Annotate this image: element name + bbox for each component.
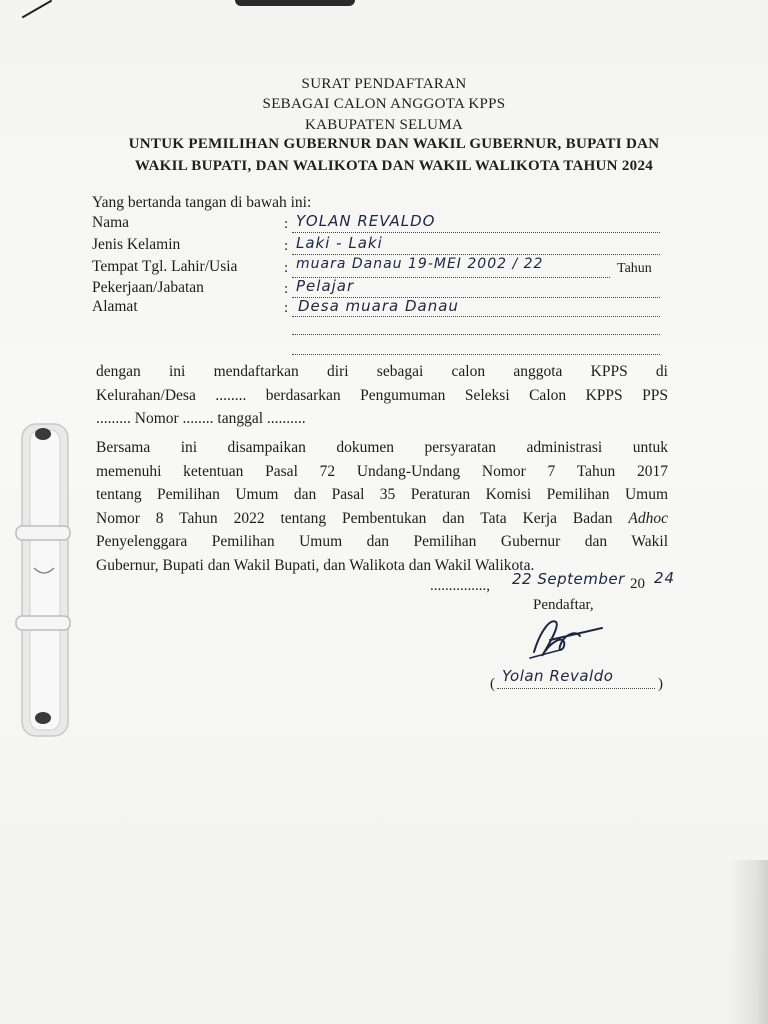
field-value-nama: YOLAN REVALDO xyxy=(296,212,436,230)
field-label-alamat: Alamat xyxy=(92,298,138,315)
colon: : xyxy=(284,281,289,297)
field-label-tempat-tgl-lahir: Tempat Tgl. Lahir/Usia xyxy=(92,258,238,275)
field-value-jenis-kelamin: Laki - Laki xyxy=(296,234,383,252)
title-line-2: SEBAGAI CALON ANGGOTA KPPS xyxy=(262,96,506,112)
colon: : xyxy=(284,238,289,254)
dotted-line xyxy=(292,334,660,335)
tahun-suffix: Tahun xyxy=(617,261,652,276)
field-value-tempat-tgl-lahir: muara Danau 19-MEI 2002 / 22 xyxy=(296,256,544,272)
name-paren-close: ) xyxy=(658,676,663,692)
paragraph-line: Penyelenggara Pemilihan Umum dan Pemilihan Gubernur dan Wakil xyxy=(96,533,668,550)
year-printed: 20 xyxy=(630,576,645,592)
title-line-4: UNTUK PEMILIHAN GUBERNUR DAN WAKIL GUBERNUR, BUPATI DAN xyxy=(128,136,660,152)
colon: : xyxy=(284,216,289,232)
dotted-line xyxy=(292,316,660,317)
field-label-jenis-kelamin: Jenis Kelamin xyxy=(92,236,181,253)
paragraph-line: tentang Pemilihan Umum dan Pasal 35 Peraturan Komisi Pemilihan Umum xyxy=(96,486,668,503)
signature-mark-icon xyxy=(520,612,612,664)
dotted-line xyxy=(292,354,660,355)
paragraph-line: memenuhi ketentuan Pasal 72 Undang-Undang Nomor 7 Tahun 2017 xyxy=(96,462,668,480)
paragraph-line: ......... Nomor ........ tanggal .......... xyxy=(96,410,306,427)
paragraph-documents xyxy=(96,436,668,577)
paragraph-line: Bersama ini disampaikan dokumen persyaratan administrasi untuk xyxy=(96,439,668,456)
date-handwritten: 22 September xyxy=(512,570,625,588)
top-edge-smudge xyxy=(235,0,355,6)
field-label-nama: Nama xyxy=(92,214,130,231)
dotted-line xyxy=(292,254,660,255)
signer-name-handwritten: Yolan Revaldo xyxy=(502,667,614,685)
title-line-1: SURAT PENDAFTARAN xyxy=(301,76,467,92)
year-handwritten: 24 xyxy=(654,569,676,587)
title-line-5: WAKIL BUPATI, DAN WALIKOTA DAN WAKIL WALIKOTA TAHUN 2024 xyxy=(134,158,654,174)
title-line-3: KABUPATEN SELUMA xyxy=(304,117,463,133)
paragraph-line xyxy=(96,507,668,531)
paragraph-registration xyxy=(96,360,668,431)
paragraph-text: Nomor 8 Tahun 2022 tentang Pembentukan dan Tata Kerja Badan xyxy=(96,509,629,527)
field-value-pekerjaan: Pelajar xyxy=(296,277,355,295)
colon: : xyxy=(284,300,289,316)
paragraph-line: dengan ini mendaftarkan diri sebagai calon anggota KPPS di xyxy=(96,363,668,380)
signer-role: Pendaftar, xyxy=(533,597,594,613)
colon: : xyxy=(284,260,289,276)
date-prefix: ..............., xyxy=(430,578,490,594)
field-label-pekerjaan: Pekerjaan/Jabatan xyxy=(92,279,204,296)
page-shadow xyxy=(728,860,768,1024)
field-value-alamat: Desa muara Danau xyxy=(298,297,459,315)
dotted-line xyxy=(292,232,660,233)
name-paren-open: ( xyxy=(490,676,495,692)
intro-text: Yang bertanda tangan di bawah ini: xyxy=(92,194,312,211)
paragraph-line: Kelurahan/Desa ........ berdasarkan Pengumuman Seleksi Calon KPPS PPS xyxy=(96,386,668,404)
binder-clip-icon xyxy=(14,418,72,740)
paragraph-text-italic: Adhoc xyxy=(628,509,668,527)
dotted-line xyxy=(497,688,655,689)
paragraph-line: Gubernur, Bupati dan Wakil Bupati, dan Walikota dan Wakil Walikota. xyxy=(96,556,535,574)
